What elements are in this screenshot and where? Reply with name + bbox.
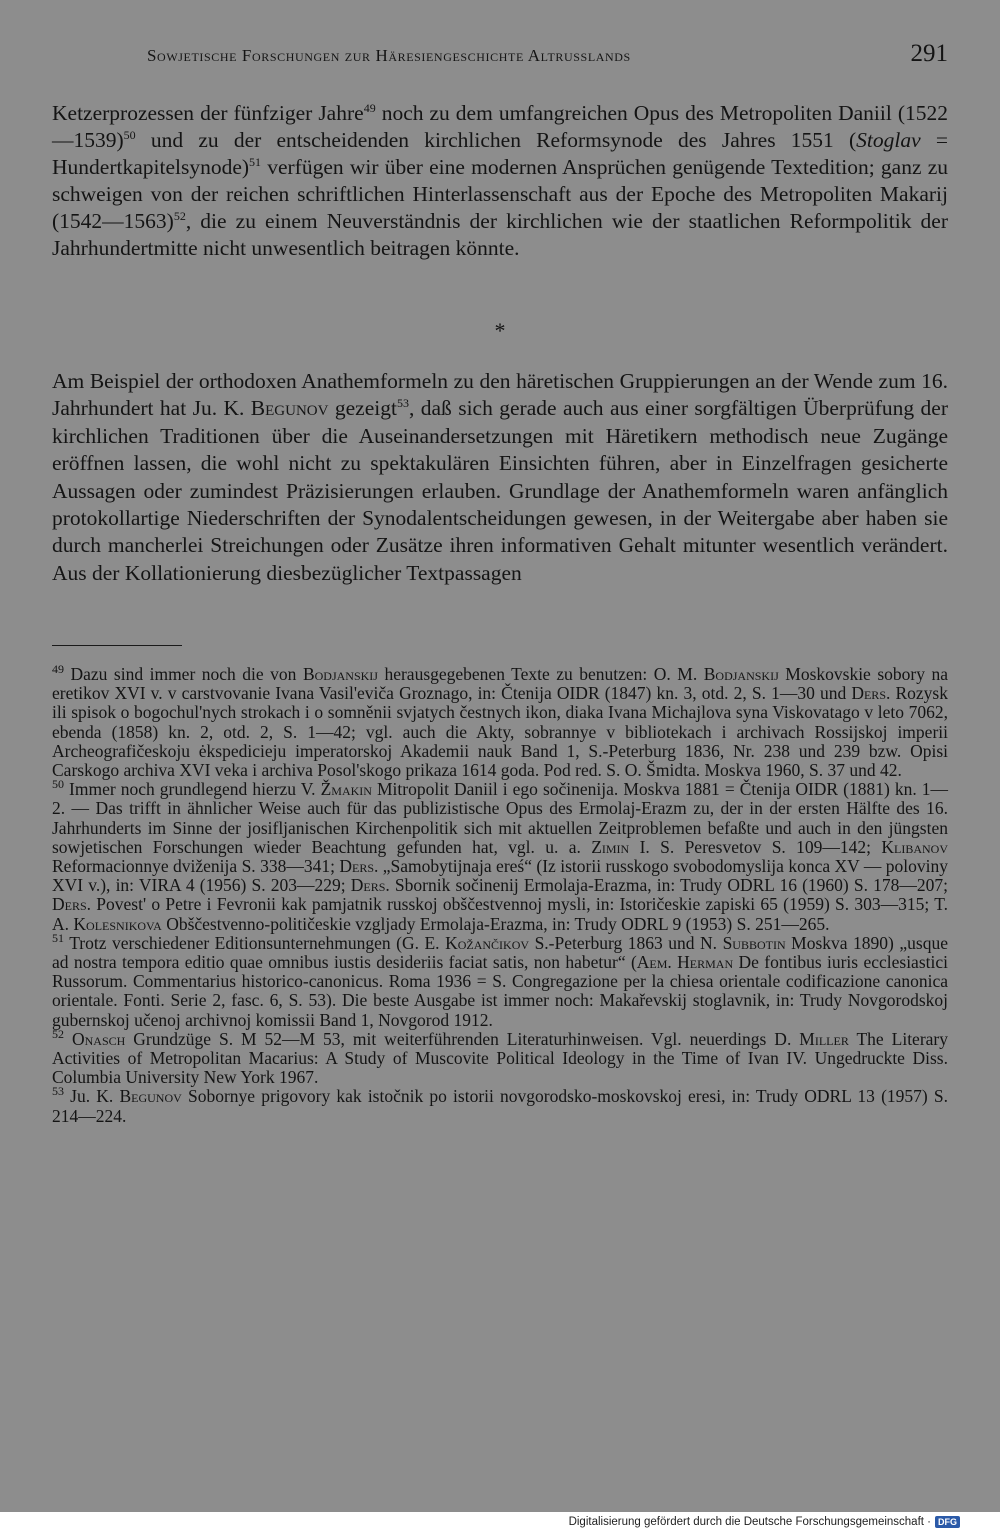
- text-run: S.-Peterburg 1863 und N.: [529, 932, 723, 953]
- text-run: Grundzüge S. M 52—M 53, mit weiterführenden Literaturhinweisen. Vgl. neuerdings D.: [125, 1028, 800, 1049]
- text-run: Rozysk ili spisok o bogochul'nych strokach i o somněnii svjatych čestnych ikon, diaka Ivana Michajlova syna Viskovatago v leto 7062, ebenda (1858) kn. 2, otd. 2, S. 1—42; vgl. auch die Akty, sobrannye v bibliotekach i archivach Rossijskoj imperii Archeografičeskoju ėkspedicieju imperatorskoj Akademii nauk Band 1, S.-Peterburg 1836, Nr. 238 und 239 bzw. Opisi Carskogo archiva XVI veka i archiva Posol'skogo prikaza 1614 goda. Pod red. S. O. Šmidta. Moskva 1960, S. 37 und 42.: [52, 683, 948, 781]
- author-name: Begunov: [250, 396, 329, 421]
- footnote-49: [52, 662, 948, 781]
- text-run: Mitropolit Daniil i ego sočinenija. Moskva 1881 = Čtenija OIDR (1881) kn. 1—2. — Das trifft in ähnlicher Weise auch für das publizistische Opus des Ermolaj-Erazm zu, der in der ersten Hälfte des 16. Jahrhunderts im Sinne der josifljanischen Kirchenpolitik sich mit aktuellen Zeitproblemen befaßte und auch in den jüngsten sowjetischen Forschungen wieder Beachtung gefunden hat, vgl. u. a.: [52, 779, 949, 857]
- author-name: Ders.: [339, 856, 379, 877]
- author-name: Kožančikov: [445, 932, 530, 953]
- author-name: Begunov: [119, 1086, 182, 1107]
- text-run: Sobornye prigovory kak istočnik po istorii novgorodsko-moskovskoj eresi, in: Trudy ODRL 13 (1957) S. 214—224.: [52, 1086, 948, 1126]
- footnote-52: [52, 1027, 949, 1088]
- footnote-ref-51: 51: [249, 154, 262, 169]
- text-run: , die zu einem Neuverständnis der kirchlichen wie der staatlichen Reformpolitik der Jahrhundertmitte nicht unwesentlich beitragen könnte.: [52, 209, 948, 260]
- author-name: Klibanov: [881, 836, 948, 857]
- text-run: Sbornik sočinenij Ermolaja-Erazma, in: Trudy ODRL 16 (1960) S. 178—207;: [389, 875, 948, 896]
- text-run: Am Beispiel der orthodoxen Anathemformeln zu den häretischen Gruppierungen an der Wende zum 16. Jahrhundert hat Ju. K.: [52, 369, 948, 421]
- text-run: Povest' o Petre i Fevronii kak pamjatnik russkoj obščestvennoj mysli, in: Istoričeskie zapiski 65 (1959) S. 303—315; T. A.: [52, 894, 948, 934]
- text-run: = Hundertkapitelsynode): [52, 128, 948, 179]
- author-name: Miller: [799, 1028, 849, 1049]
- text-run: [64, 1029, 72, 1049]
- footnote-number: 51: [52, 931, 64, 946]
- text-run: Ketzerprozessen der fünfziger Jahre: [52, 101, 364, 125]
- italic-term: Stoglav: [856, 128, 921, 152]
- author-name: Zimin: [591, 836, 630, 857]
- author-name: Kolesnikova: [73, 913, 162, 934]
- text-run: Reformacionnye dviženija S. 338—341;: [52, 856, 340, 877]
- author-name: Žmakin: [320, 779, 372, 800]
- text-run: gezeigt: [328, 396, 397, 421]
- text-run: und zu der entscheidenden kirchlichen Reformsynode des Jahres 1551 (: [135, 128, 857, 152]
- footnote-ref-53: 53: [396, 396, 409, 411]
- footnote-number: 53: [52, 1084, 64, 1099]
- footnotes: [52, 662, 949, 1126]
- section-separator: *: [494, 318, 506, 343]
- text-run: Trotz verschiedener Editionsunternehmungen (G. E.: [64, 932, 446, 953]
- page-header: [52, 40, 948, 74]
- footnote-51: [52, 931, 949, 1030]
- text-run: The Literary Activities of Metropolitan Macarius: A Study of Muscovite Political Ideology in the Time of Ivan IV. Ungedruckte Diss. Columbia University New York 1967.: [52, 1028, 949, 1088]
- credit-text: Digitalisierung gefördert durch die Deutsche Forschungsgemeinschaft ·: [568, 1516, 931, 1528]
- text-run: Moskovskie sobory na eretikov XVI v. v carstvovanie Ivana Vasil'eviča Groznago, in: Čtenija OIDR (1847) kn. 3, otd. 2, S. 1—30 und: [52, 664, 948, 704]
- body-paragraph-1: [52, 100, 948, 262]
- footnote-ref-50: 50: [123, 127, 136, 142]
- running-title: Sowjetische Forschungen zur Häresiengeschichte Altrusslands: [147, 46, 631, 65]
- author-name: Ders.: [52, 894, 92, 915]
- footnote-number: 52: [52, 1027, 64, 1042]
- text-run: Obščestvenno-političeskie vzgljady Ermolaja-Erazma, in: Trudy ODRL 9 (1953) S. 251—265.: [161, 913, 830, 934]
- author-name: Subbotin: [722, 932, 786, 953]
- text-run: noch zu dem umfangreichen Opus des Metropoliten Daniil (1522—1539): [52, 101, 948, 152]
- footnote-50: [52, 777, 949, 934]
- page-number: 291: [910, 40, 948, 67]
- text-run: herausgegebenen Texte zu benutzen: O. M.: [377, 664, 704, 684]
- author-name: Bodjanskij: [302, 664, 378, 684]
- dfg-logo-icon: DFG: [935, 1516, 960, 1528]
- footnote-ref-49: 49: [363, 100, 376, 115]
- author-name: Ders.: [350, 875, 390, 896]
- text-run: Immer noch grundlegend hierzu V.: [64, 779, 321, 800]
- author-name: Aem. Herman: [636, 952, 734, 973]
- footnote-number: 50: [52, 777, 64, 792]
- author-name: Bodjanskij: [703, 664, 779, 684]
- footnote-number: 49: [52, 662, 64, 677]
- footnote-ref-52: 52: [173, 208, 186, 223]
- text-run: „Samobytijnaja ereś“ (Iz istorii russkogo svobodomyslija konca XV — poloviny XVI v.), in: VIRA 4 (1956) S. 203—229;: [52, 856, 948, 896]
- text-run: Dazu sind immer noch die von: [64, 664, 303, 684]
- footnote-53: [52, 1084, 948, 1126]
- text-run: Moskva 1890) „usque ad nostra tempora editio quae omnibus iustis desideriis faciat satis, non habetur“ (: [52, 932, 949, 973]
- text-run: verfügen wir über eine modernen Ansprüchen genügende Textedition; ganz zu schweigen von der reichen schriftlichen Hinterlassenschaft aus der Epoche des Metropoliten Makarij (1542—1563): [52, 155, 948, 233]
- text-run: I. S. Peresvetov S. 109—142;: [629, 836, 882, 857]
- digitization-credit: [569, 1516, 960, 1528]
- author-name: Onasch: [71, 1028, 126, 1049]
- author-name: Ders.: [851, 683, 891, 704]
- text-run: Ju. K.: [64, 1086, 120, 1107]
- text-run: De fontibus iuris ecclesiastici Russorum. Commentarius historico-canonicus. Roma 1936 = S. Congregazione per la chiesa orientale codificazione canonica orientale. Fonti. Serie 2, fasc. 6, S. 53). Die beste Ausgabe ist immer noch: Makařevskij stoglavnik, in: Trudy Novgorodskoj gubernskoj učenoj archivnoj komissii Band 1, Novgorod 1912.: [52, 952, 948, 1030]
- body-paragraph-2: [52, 368, 948, 587]
- text-run: , daß sich gerade auch aus einer sorgfältigen Überprüfung der kirchlichen Traditionen über die Auseinandersetzungen mit Häretikern methodisch neue Zugänge eröffnen lassen, die wohl nicht zu spektakulären Einsichten führen, aber in Einzelfragen gesicherte Aussagen oder zumindest Präzisierungen erlauben. Grundlage der Anathemformeln waren anfänglich protokollartige Niederschriften der Synodalentscheidungen gewesen, in der Weitergabe aber haben sie durch mancherlei Streichungen oder Zusätze ihren informativen Gehalt mitunter wesentlich verändert. Aus der Kollationierung diesbezüglicher Textpassagen: [52, 396, 949, 585]
- footnote-rule: [52, 645, 182, 646]
